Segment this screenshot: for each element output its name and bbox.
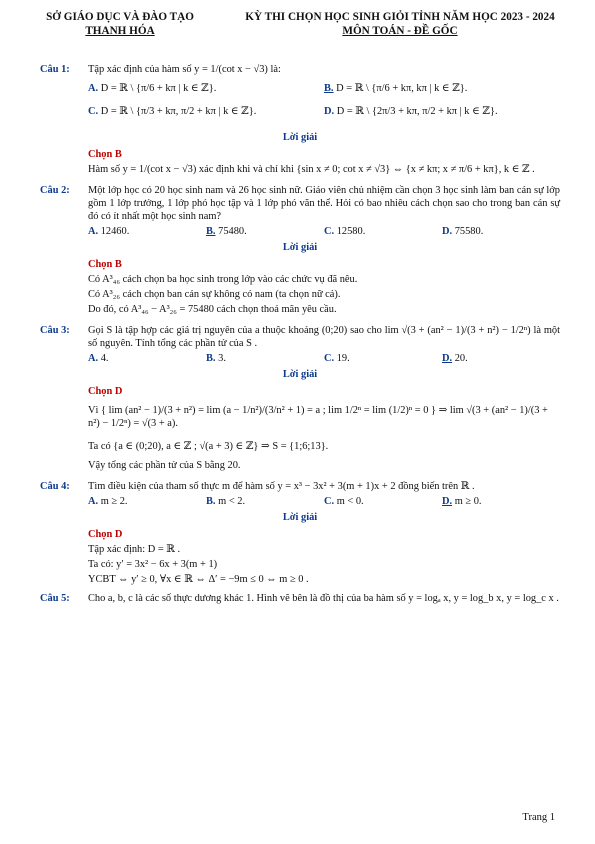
question-label: Câu 4:: [40, 481, 70, 492]
solution-line: Vì { lim (an² − 1)/(3 + n²) = lim (a − 1/n²)/(3/n² + 1) = a ; lim 1/2ⁿ = lim (1/2)ⁿ = 0 } ⇒ lim √(3 + (an² − 1)/(3 + n²) − 1/2ⁿ) = √(3 + a).: [88, 405, 548, 429]
solution-heading: Lời giải: [282, 242, 318, 253]
solution-line: Có A³₂₆ cách chọn ban cán sự không có nam (ta chọn nữ cả).: [88, 289, 341, 300]
question-1-solution: [40, 148, 560, 176]
option-d: D. D = ℝ \ {2π/3 + kπ, π/2 + kπ | k ∈ ℤ}.: [324, 106, 498, 117]
question-label: Câu 2:: [40, 185, 70, 196]
subject-title: MÔN TOÁN - ĐỀ GỐC: [342, 25, 458, 37]
option-c: C. 12580.: [324, 226, 366, 237]
solution-line: Ta có: y′ = 3x² − 6x + 3(m + 1): [88, 559, 218, 570]
solution-line: Vậy tổng các phần tử của S bằng 20.: [88, 460, 241, 471]
solution-line: Tập xác định: D = ℝ .: [88, 544, 181, 555]
question-3: [40, 324, 560, 350]
answer-choice: Chọn D: [88, 386, 123, 397]
question-1: [40, 63, 560, 76]
exam-title: KỲ THI CHỌN HỌC SINH GIỎI TỈNH NĂM HỌC 2023 - 2024: [245, 11, 555, 23]
option-a: A. m ≥ 2.: [88, 496, 128, 507]
solution-heading: Lời giải: [282, 132, 318, 143]
option-d: D. m ≥ 0.: [442, 496, 482, 507]
question-text: Tìm điều kiện của tham số thực m để hàm số y = x³ − 3x² + 3(m + 1)x + 2 đồng biến trên ℝ .: [88, 481, 475, 492]
question-4-options: [40, 495, 560, 508]
question-text: Gọi S là tập hợp các giá trị nguyên của a thuộc khoảng (0;20) sao cho lim √(3 + (an² − 1)/(3 + n²) − 1/2ⁿ) là một số nguyên. Tính tổng các phần tử của S .: [88, 325, 560, 349]
question-5: [40, 592, 560, 605]
solution-heading: Lời giải: [282, 512, 318, 523]
question-2-solution: [40, 258, 560, 316]
solution-line: Có A³₄₆ cách chọn ba học sinh trong lớp vào các chức vụ đã nêu.: [88, 274, 358, 285]
option-c: C. D = ℝ \ {π/3 + kπ, π/2 + kπ | k ∈ ℤ}.: [88, 106, 257, 117]
option-d: D. 20.: [442, 353, 468, 364]
answer-choice: Chọn D: [88, 529, 123, 540]
page-number: Trang 1: [522, 811, 555, 823]
solution-line: YCBT ⇔ y′ ≥ 0, ∀x ∈ ℝ ⇔ Δ′ = −9m ≤ 0 ⇔ m ≥ 0 .: [88, 574, 309, 585]
option-b: B. D = ℝ \ {π/6 + kπ, kπ | k ∈ ℤ}.: [324, 83, 468, 94]
answer-choice: Chọn B: [88, 149, 122, 160]
option-b: B. m < 2.: [206, 496, 246, 507]
question-label: Câu 3:: [40, 325, 70, 336]
question-4-solution: [40, 528, 560, 586]
option-d: D. 75580.: [442, 226, 484, 237]
question-4: [40, 480, 560, 493]
question-label: Câu 5:: [40, 593, 70, 604]
question-1-options: [40, 82, 560, 128]
option-c: C. m < 0.: [324, 496, 364, 507]
header-left: [35, 10, 205, 38]
question-2-options: [40, 225, 560, 238]
option-a: A. 12460.: [88, 226, 130, 237]
exam-content: [40, 60, 560, 605]
question-label: Câu 1:: [40, 64, 70, 75]
question-3-options: [40, 352, 560, 365]
answer-choice: Chọn B: [88, 259, 122, 270]
solution-line: Do đó, có A³₄₆ − A³₂₆ = 75480 cách chọn thoả mãn yêu cầu.: [88, 304, 337, 315]
option-a: A. 4.: [88, 353, 109, 364]
question-text: Tập xác định của hàm số y = 1/(cot x − √3) là:: [88, 64, 281, 75]
option-b: B. 3.: [206, 353, 226, 364]
header-right: [230, 10, 570, 38]
question-3-solution: [40, 385, 560, 472]
solution-line: Ta có {a ∈ (0;20), a ∈ ℤ ; √(a + 3) ∈ ℤ} ⇒ S = {1;6;13}.: [88, 441, 329, 452]
option-b: B. 75480.: [206, 226, 247, 237]
question-2: [40, 184, 560, 223]
option-c: C. 19.: [324, 353, 350, 364]
solution-line: Hàm số y = 1/(cot x − √3) xác định khi và chỉ khi {sin x ≠ 0; cot x ≠ √3} ⇔ {x ≠ kπ; x ≠ π/6 + kπ}, k ∈ ℤ .: [88, 164, 535, 175]
solution-heading: Lời giải: [282, 369, 318, 380]
option-a: A. D = ℝ \ {π/6 + kπ | k ∈ ℤ}.: [88, 83, 217, 94]
question-text: Một lớp học có 20 học sinh nam và 26 học sinh nữ. Giáo viên chủ nhiệm cần chọn 3 học sinh làm ban cán sự lớp gồm 1 lớp trưởng, 1 lớp phó học tập và 1 lớp phó văn thể. Hỏi có bao nhiêu cách chọn sao cho trong ban cán sự đó có ít nhất một học sinh nam?: [88, 185, 560, 222]
province-name: THANH HÓA: [85, 25, 155, 37]
question-text: Cho a, b, c là các số thực dương khác 1. Hình vẽ bên là đồ thị của ba hàm số y = logₐ x, y = log_b x, y = log_c x .: [88, 593, 559, 604]
department-name: SỞ GIÁO DỤC VÀ ĐÀO TẠO: [46, 11, 194, 23]
